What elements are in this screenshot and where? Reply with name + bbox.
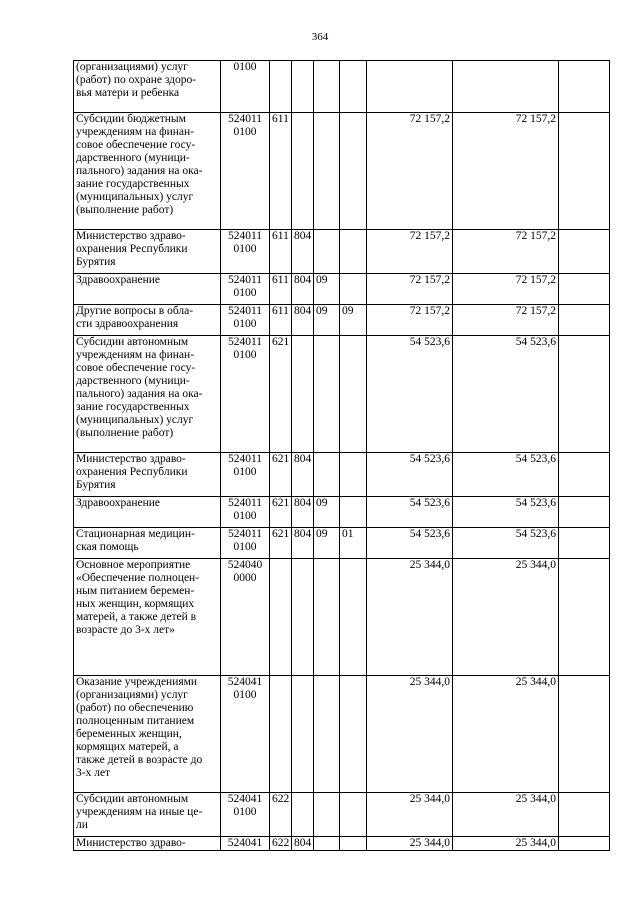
row-amount-1 xyxy=(367,61,453,113)
row-subsection xyxy=(340,336,367,453)
table-row xyxy=(74,305,610,336)
row-target-code: 524040 0000 xyxy=(221,559,270,676)
row-target-code: 524011 0100 xyxy=(221,274,270,305)
row-expense-type: 611 xyxy=(270,113,292,230)
row-section xyxy=(314,676,340,793)
row-amount-1: 25 344,0 xyxy=(367,559,453,676)
row-ministry-code: 804 xyxy=(292,230,314,274)
page-number: 364 xyxy=(311,31,329,43)
row-amount-1: 25 344,0 xyxy=(367,676,453,793)
row-expense-type: 621 xyxy=(270,497,292,528)
row-amount-2: 25 344,0 xyxy=(453,559,559,676)
row-amount-1: 54 523,6 xyxy=(367,497,453,528)
row-name: Основное мероприятие «Обеспечение полноцен- ным питанием беремен- ных женщин, кормящих матерей, а также детей в возрасте до 3-х лет» xyxy=(74,559,221,676)
row-empty-cell xyxy=(559,61,610,113)
row-section xyxy=(314,230,340,274)
row-expense-type xyxy=(270,559,292,676)
row-expense-type: 621 xyxy=(270,336,292,453)
row-ministry-code: 804 xyxy=(292,453,314,497)
row-section xyxy=(314,559,340,676)
row-target-code: 524041 0100 xyxy=(221,793,270,837)
row-ministry-code: 804 xyxy=(292,497,314,528)
row-subsection xyxy=(340,793,367,837)
row-amount-1: 72 157,2 xyxy=(367,305,453,336)
row-empty-cell xyxy=(559,230,610,274)
row-subsection xyxy=(340,113,367,230)
row-name: Министерство здраво- xyxy=(74,837,221,851)
row-expense-type: 621 xyxy=(270,453,292,497)
row-amount-2: 54 523,6 xyxy=(453,453,559,497)
table-row xyxy=(74,230,610,274)
table-row xyxy=(74,274,610,305)
row-target-code: 524011 0100 xyxy=(221,113,270,230)
row-expense-type: 611 xyxy=(270,305,292,336)
row-empty-cell xyxy=(559,305,610,336)
row-target-code: 524011 0100 xyxy=(221,497,270,528)
row-subsection: 09 xyxy=(340,305,367,336)
row-ministry-code: 804 xyxy=(292,837,314,851)
table-row xyxy=(74,61,610,113)
row-name: Министерство здраво- охранения Республики Бурятия xyxy=(74,230,221,274)
row-amount-2: 54 523,6 xyxy=(453,336,559,453)
table-row xyxy=(74,528,610,559)
budget-table xyxy=(73,60,610,851)
row-target-code: 524011 0100 xyxy=(221,305,270,336)
row-section: 09 xyxy=(314,528,340,559)
row-section xyxy=(314,113,340,230)
row-section xyxy=(314,61,340,113)
row-amount-2: 25 344,0 xyxy=(453,676,559,793)
row-amount-1: 54 523,6 xyxy=(367,453,453,497)
row-name: Субсидии бюджетным учреждениям на финан- совое обеспечение госу- дарственного (муници- пального) задания на ока- зание государственных (муниципальных) услуг (выполнение работ) xyxy=(74,113,221,230)
table-row xyxy=(74,336,610,453)
row-subsection xyxy=(340,230,367,274)
row-target-code: 0100 xyxy=(221,61,270,113)
row-name: Субсидии автономным учреждениям на финан- совое обеспечение госу- дарственного (муници- пального) задания на ока- зание государственных (муниципальных) услуг (выполнение работ) xyxy=(74,336,221,453)
row-expense-type: 621 xyxy=(270,528,292,559)
row-subsection xyxy=(340,61,367,113)
row-name: Здравоохранение xyxy=(74,497,221,528)
row-target-code: 524041 xyxy=(221,837,270,851)
row-expense-type: 622 xyxy=(270,793,292,837)
row-name: Стационарная медицин- ская помощь xyxy=(74,528,221,559)
row-subsection xyxy=(340,497,367,528)
row-amount-1: 72 157,2 xyxy=(367,230,453,274)
row-subsection xyxy=(340,559,367,676)
row-section xyxy=(314,453,340,497)
row-amount-1: 54 523,6 xyxy=(367,336,453,453)
table-row xyxy=(74,497,610,528)
row-amount-2: 25 344,0 xyxy=(453,837,559,851)
row-empty-cell xyxy=(559,793,610,837)
row-amount-2: 72 157,2 xyxy=(453,230,559,274)
row-amount-2: 72 157,2 xyxy=(453,305,559,336)
row-target-code: 524011 0100 xyxy=(221,453,270,497)
row-ministry-code xyxy=(292,793,314,837)
row-expense-type: 622 xyxy=(270,837,292,851)
row-section: 09 xyxy=(314,274,340,305)
row-expense-type: 611 xyxy=(270,230,292,274)
row-amount-2: 54 523,6 xyxy=(453,497,559,528)
row-target-code: 524011 0100 xyxy=(221,336,270,453)
row-empty-cell xyxy=(559,274,610,305)
row-subsection xyxy=(340,274,367,305)
row-name: Оказание учреждениями (организациями) услуг (работ) по обеспечению полноценным питанием беременных женщин, кормящих матерей, а также детей в возрасте до 3-х лет xyxy=(74,676,221,793)
row-section: 09 xyxy=(314,305,340,336)
row-target-code: 524011 0100 xyxy=(221,528,270,559)
row-amount-2: 72 157,2 xyxy=(453,274,559,305)
row-name: Министерство здраво- охранения Республики Бурятия xyxy=(74,453,221,497)
row-empty-cell xyxy=(559,528,610,559)
table-row xyxy=(74,559,610,676)
table-row xyxy=(74,793,610,837)
row-subsection xyxy=(340,453,367,497)
row-amount-2 xyxy=(453,61,559,113)
row-amount-1: 72 157,2 xyxy=(367,274,453,305)
row-ministry-code xyxy=(292,61,314,113)
row-section: 09 xyxy=(314,497,340,528)
row-subsection xyxy=(340,837,367,851)
table-row xyxy=(74,676,610,793)
row-subsection: 01 xyxy=(340,528,367,559)
row-empty-cell xyxy=(559,676,610,793)
row-amount-1: 54 523,6 xyxy=(367,528,453,559)
row-expense-type: 611 xyxy=(270,274,292,305)
row-empty-cell xyxy=(559,837,610,851)
row-name: Субсидии автономным учреждениям на иные це- ли xyxy=(74,793,221,837)
row-amount-2: 72 157,2 xyxy=(453,113,559,230)
row-empty-cell xyxy=(559,453,610,497)
row-ministry-code xyxy=(292,113,314,230)
row-ministry-code: 804 xyxy=(292,274,314,305)
row-target-code: 524011 0100 xyxy=(221,230,270,274)
row-name: (организациями) услуг (работ) по охране здоро- вья матери и ребенка xyxy=(74,61,221,113)
row-ministry-code xyxy=(292,559,314,676)
row-amount-2: 25 344,0 xyxy=(453,793,559,837)
row-ministry-code xyxy=(292,676,314,793)
row-name: Другие вопросы в обла- сти здравоохранения xyxy=(74,305,221,336)
row-ministry-code: 804 xyxy=(292,305,314,336)
row-empty-cell xyxy=(559,113,610,230)
row-ministry-code xyxy=(292,336,314,453)
row-section xyxy=(314,837,340,851)
row-subsection xyxy=(340,676,367,793)
row-amount-1: 25 344,0 xyxy=(367,793,453,837)
row-amount-1: 25 344,0 xyxy=(367,837,453,851)
row-amount-2: 54 523,6 xyxy=(453,528,559,559)
row-name: Здравоохранение xyxy=(74,274,221,305)
row-ministry-code: 804 xyxy=(292,528,314,559)
budget-table-body xyxy=(74,61,610,851)
row-amount-1: 72 157,2 xyxy=(367,113,453,230)
row-section xyxy=(314,336,340,453)
table-row xyxy=(74,453,610,497)
row-target-code: 524041 0100 xyxy=(221,676,270,793)
row-expense-type xyxy=(270,676,292,793)
row-empty-cell xyxy=(559,497,610,528)
table-row xyxy=(74,113,610,230)
row-expense-type xyxy=(270,61,292,113)
row-empty-cell xyxy=(559,336,610,453)
table-row xyxy=(74,837,610,851)
row-section xyxy=(314,793,340,837)
row-empty-cell xyxy=(559,559,610,676)
